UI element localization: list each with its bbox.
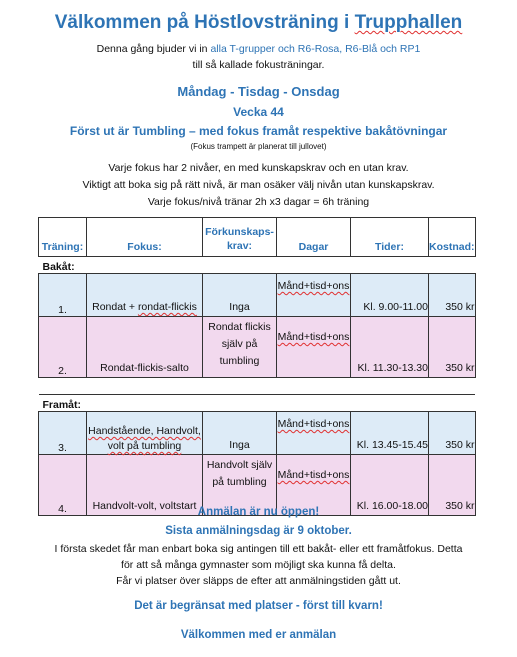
row-cost: 350 kr xyxy=(429,455,476,516)
spacer-row xyxy=(39,378,476,395)
body-line: för att så många gymnaster som möjligt ska kunna få delta. xyxy=(121,559,396,571)
row-time: Kl. 9.00-11.00 xyxy=(351,274,429,317)
section-row-back xyxy=(39,257,476,274)
row-cost: 350 kr xyxy=(429,274,476,317)
row-focus: Handvolt-volt, voltstart xyxy=(87,455,203,516)
row-time: Kl. 13.45-15.45 xyxy=(351,412,429,455)
registration-heading xyxy=(0,503,517,541)
header-times: Tider: xyxy=(351,218,429,257)
header-focus: Fokus: xyxy=(87,218,203,257)
row-days-text: Månd+tisd+ons xyxy=(277,280,350,292)
row-time: Kl. 11.30-13.30 xyxy=(351,317,429,378)
spacer-cell xyxy=(39,378,476,395)
info-line: Varje fokus har 2 nivåer, en med kunskapskrav och en utan krav. xyxy=(108,162,409,174)
row-requirement: Inga xyxy=(203,274,277,317)
intro-groups: alla T-grupper och R6-Rosa, R6-Blå och RP1 xyxy=(210,43,421,55)
body-line: I första skedet får man enbart boka sig antingen till ett bakåt- eller ett framåtfokus. Detta xyxy=(54,543,463,555)
section-label-forward: Framåt: xyxy=(39,395,476,412)
schedule-table xyxy=(38,217,476,516)
row-time: Kl. 16.00-18.00 xyxy=(351,455,429,516)
row-days xyxy=(277,274,351,317)
row-requirement: Handvolt själv på tumbling xyxy=(203,455,277,516)
intro-text xyxy=(0,41,517,73)
row-requirement: Rondat flickis själv på tumbling xyxy=(203,317,277,378)
header-cost: Kostnad: xyxy=(429,218,476,257)
registration-open: Anmälan är nu öppen! xyxy=(197,506,320,518)
title-text: Välkommen på Höstlovsträning i xyxy=(54,12,355,33)
row-days-text: Månd+tisd+ons xyxy=(277,331,350,343)
row-focus-part: rondat-flickis xyxy=(137,301,197,313)
registration-deadline: Sista anmälningsdag är 9 oktober. xyxy=(165,525,352,537)
intro-line2: till så kallade fokusträningar. xyxy=(192,59,325,71)
section-label-back: Bakåt: xyxy=(39,257,476,274)
row-focus-part: Rondat + xyxy=(92,301,138,313)
table-row xyxy=(39,274,476,317)
header-days: Dagar xyxy=(277,218,351,257)
week-heading: Vecka 44 xyxy=(233,105,284,119)
table-header-row xyxy=(39,218,476,257)
row-days xyxy=(277,317,351,378)
info-line: Varje fokus/nivå tränar 2h x3 dagar = 6h träning xyxy=(147,196,370,208)
title-place: Trupphallen xyxy=(354,12,463,33)
row-days-text: Månd+tisd+ons xyxy=(277,469,350,481)
page-title xyxy=(0,12,517,34)
row-cost: 350 kr xyxy=(429,317,476,378)
table-row xyxy=(39,317,476,378)
row-cost: 350 kr xyxy=(429,412,476,455)
body-line: Får vi platser över släpps de efter att anmälningstiden gått ut. xyxy=(116,575,401,587)
row-focus xyxy=(87,412,203,455)
registration-body xyxy=(0,541,517,589)
row-days-text: Månd+tisd+ons xyxy=(277,418,350,430)
row-focus-text: Handstående, Handvolt, volt på tumbling xyxy=(88,425,201,452)
row-requirement: Inga xyxy=(203,412,277,455)
row-number: 2. xyxy=(39,317,87,378)
row-number: 4. xyxy=(39,455,87,516)
row-number: 3. xyxy=(39,412,87,455)
info-line: Viktigt att boka sig på rätt nivå, är man osäker välj nivån utan kunskapskrav. xyxy=(82,179,435,191)
limited-places: Det är begränsat med platser - först till kvarn! xyxy=(134,600,383,612)
welcome-line: Välkommen med er anmälan xyxy=(180,629,337,641)
row-focus xyxy=(87,274,203,317)
section-row-forward xyxy=(39,395,476,412)
table-row xyxy=(39,412,476,455)
focus-heading: Först ut är Tumbling – med fokus framåt respektive bakåtövningar xyxy=(69,124,448,138)
info-text xyxy=(0,160,517,211)
header-requirements: Förkunskaps- krav: xyxy=(203,218,277,257)
trampett-note: (Fokus trampett är planerat till jullovet) xyxy=(190,142,327,151)
intro-line1: Denna gång bjuder vi in xyxy=(96,43,211,55)
row-number: 1. xyxy=(39,274,87,317)
header-training: Träning: xyxy=(39,218,87,257)
row-days xyxy=(277,412,351,455)
row-focus: Rondat-flickis-salto xyxy=(87,317,203,378)
days-heading: Måndag - Tisdag - Onsdag xyxy=(177,84,340,99)
